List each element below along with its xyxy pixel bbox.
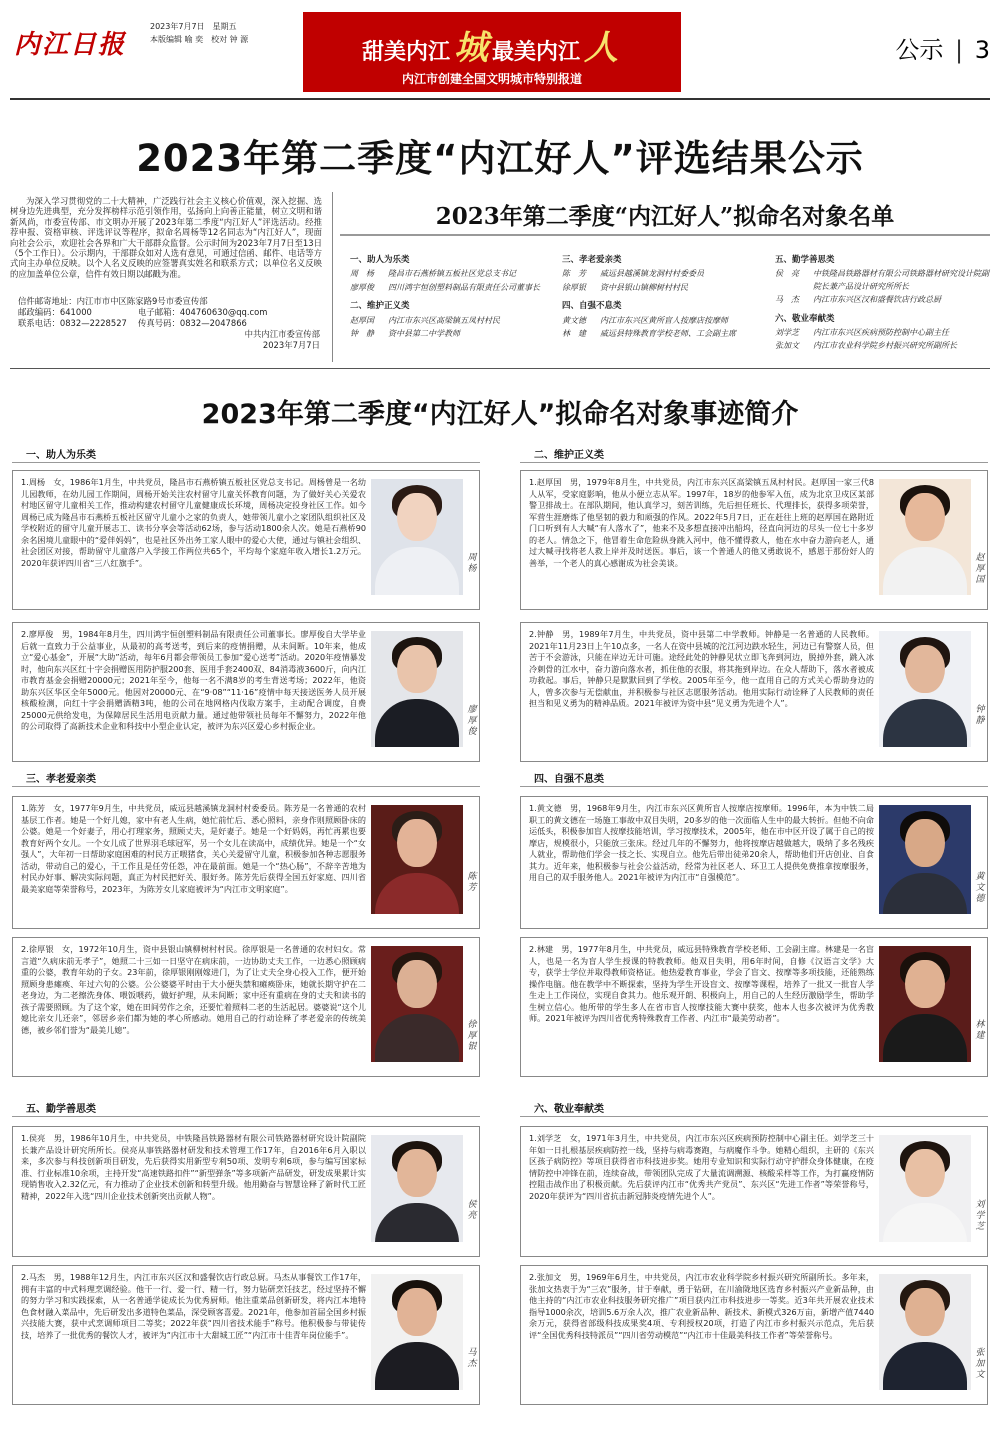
- portrait-photo: [879, 479, 971, 595]
- banner-title: [303, 20, 681, 69]
- contact-postcode: 邮政编码：641000: [18, 306, 92, 317]
- profile-text: 1.赵厚国 男，1979年8月生，中共党员，内江市东兴区高梁镇五凤村村民。赵厚国一家三代8人从军，受家庭影响，他从小便立志从军。1997年，18岁的他参军入伍，成为北京卫戍区某部警卫排战士。在部队期间，他认真学习，刻苦训练，先后担任班长、代理排长，获得多项荣誉，军营生涯磨炼了他坚韧的毅力和顽强的作风。2022年5月7日，正在赶往上班的赵厚国在路附近门口听到有人大喊“有人落水了”，他来不及多想直接冲出船坞，径直向河边的尽头一位七十多岁的老人。情急之下，他冒着生命危险纵身跳入河中，他不懂得救人，他在水中奋力游向老人，通过大喊寻找将老人救上岸并及时送医。事后，该一个普通人的他又勇敢说不，感恩于那份好人的善举，一个老人的真心感谢成为社会美谈。: [529, 477, 874, 568]
- section-heading: 四、自强不息类: [534, 774, 604, 785]
- nominee-name: 周 杨: [350, 269, 374, 279]
- signature-block: [140, 329, 320, 351]
- profile-name: 徐厚银: [467, 1020, 477, 1052]
- profile-text: 2.钟静 男，1989年7月生，中共党员，资中县第二中学教师。钟静是一名普通的人民教师。2021年11月23日上午10点多，一名人在资中县城的沱江河边跌水轻生，河边已有警察人员，但苦于不会游泳，只能在岸边无计可施。途经此处的钟静见状立即飞奔到河边，脱掉外套，跳入冰冷刺骨的江水中，奋力游向落水者，抓住他的衣服，将其拖到岸边。在众人帮助下，落水者被成功救起。事后，钟静只是默默回到了学校。2005年至今，他一直用自己的方式关心帮助身边的人，曾多次参与无偿献血，并积极参与社区志愿服务活动。他用实际行动诠释了人民教师的责任担当和见义勇为的精神品质。2021年被评为资中县“见义勇为先进个人”。: [529, 629, 874, 708]
- nominee-affiliation: 内江市东兴区疾病预防控制中心副主任: [813, 328, 949, 338]
- masthead-editor: 本版编辑 喻 奕 校对 钟 源: [150, 35, 249, 44]
- contact-fax: 传真号码：0832—2047866: [138, 317, 247, 328]
- profile-name: 林建: [975, 1020, 985, 1041]
- masthead-rule: [10, 98, 990, 100]
- section-heading-rule: [520, 786, 988, 787]
- profile-card: [12, 796, 480, 929]
- nominee-list-rule: [340, 234, 990, 236]
- contact-block: [18, 296, 318, 328]
- section-rule: [10, 368, 990, 369]
- profile-text: 1.陈芳 女，1977年9月生，中共党员，威远县越溪镇龙洞村村委委员。陈芳是一名普通的农村基层工作者。她是一个好儿媳，家中有老人生病，她忙前忙后、悉心照料，亲身作则照顾卧床的公婆。她是一个好妻子，用心打理家务，照顾丈夫，是好妻子。她是一个好妈妈，再忙再累也要教育好两个女儿。一个女儿成了世界羽毛球冠军，另一个女儿在读高中，成绩优异。她是一个“女强人”，大年初一日帮助家庭困难的村民方正喂猪食，关心关爱留守儿童，积极参加各种志愿服务活动，带动自己的爱心，干工作且是任劳任怨，冲在最前面。她是一个“热心肠”，不辞辛苦地为村民办好事、解决实际问题，真正为村民把好关、服好务。陈芳先后获得全国五好家庭、四川省最美家庭等荣誉称号，2023年，为陈芳女儿家庭被评为“内江市文明家庭”。: [21, 803, 366, 894]
- profile-card: [12, 937, 480, 1077]
- photo-face: [905, 1288, 945, 1336]
- deeds-title: 2023年第二季度“内江好人”拟命名对象事迹简介: [201, 399, 799, 430]
- contact-email: 电子邮箱：404760630@qq.com: [138, 306, 268, 317]
- nominee-category-heading: 三、孝老爱亲类: [562, 255, 622, 265]
- nominee-affiliation: 四川鸿宇恒创塑料制品有限责任公司董事长: [388, 282, 540, 292]
- nominee-name: 林 建: [562, 329, 586, 339]
- photo-face: [397, 960, 437, 1008]
- nominee-entry: [775, 294, 995, 306]
- profile-name: 陈芳: [467, 872, 477, 893]
- section-heading: 三、孝老爱亲类: [26, 774, 96, 785]
- nominee-entry: [562, 315, 767, 327]
- profile-text: 2.林建 男，1977年8月生，中共党员，威远县特殊教育学校老师、工会副主席。林建是一名盲人，也是一名为盲人学生授课的特教教师。他双目失明，用6年时间，自修《汉语言文学》大专，获学士学位并取得教师资格证。他热爱教育事业，学会了盲文、按摩等多项技能，还能熟练操作电脑。他在教学中不断探索，坚持为学生开设盲文、按摩等课程，培养了一批又一批盲人学生走上工作岗位，实现自食其力。他乐观开朗、积极向上，用自己的人生经历激励学生，帮助学生树立信心。他所带的学生多人在省市盲人按摩技能大赛中获奖，他本人也多次被评为优秀教师。2021年被评为四川省优秀特殊教育工作者、内江市“最美劳动者”。: [529, 944, 874, 1023]
- portrait-photo: [371, 1274, 463, 1390]
- profile-name: 张加文: [975, 1348, 985, 1380]
- section-heading: 一、助人为乐类: [26, 450, 96, 461]
- nominee-entry: [562, 268, 767, 280]
- profile-name: 廖厚俊: [467, 705, 477, 737]
- nominee-name: 徐厚银: [562, 282, 586, 292]
- nominee-name: 赵厚国: [350, 315, 374, 325]
- nominee-name: 侯 亮: [775, 269, 799, 279]
- profile-name: 马杰: [467, 1348, 477, 1369]
- profile-card: [520, 796, 988, 929]
- profile-card: [520, 1126, 988, 1257]
- photo-face: [397, 645, 437, 693]
- profile-card: [520, 937, 988, 1077]
- nominee-column: [562, 252, 767, 341]
- photo-face: [905, 645, 945, 693]
- nominee-affiliation: 资中县第二中学教师: [388, 329, 460, 339]
- photo-face: [905, 819, 945, 867]
- section-heading: 六、敬业奉献类: [534, 1104, 604, 1115]
- nominee-name: 钟 静: [350, 329, 374, 339]
- nominee-entry: [775, 268, 995, 293]
- portrait-photo: [371, 946, 463, 1062]
- photo-face: [905, 1149, 945, 1197]
- nominee-affiliation: 内江市东兴区汉和盛餐饮店行政总厨: [813, 295, 941, 305]
- nominee-column: [775, 252, 995, 354]
- profile-card: [12, 622, 480, 762]
- photo-face: [397, 819, 437, 867]
- profile-card: [520, 1265, 988, 1405]
- portrait-photo: [879, 631, 971, 747]
- masthead-meta: [150, 20, 290, 46]
- campaign-banner: [303, 12, 681, 92]
- page-number: 3: [974, 36, 990, 64]
- nominee-list-title: 2023年第二季度“内江好人”拟命名对象名单: [435, 203, 895, 230]
- profile-name: 黄文德: [975, 872, 985, 904]
- nominee-entry: [350, 328, 555, 340]
- portrait-photo: [879, 805, 971, 914]
- nominee-name: 张加文: [775, 341, 799, 351]
- profile-name: 周杨: [467, 553, 477, 574]
- photo-face: [905, 493, 945, 541]
- profile-text: 2.徐厚银 女，1972年10月生，资中县银山镇柳树村村民。徐厚银是一名普通的农村妇女。常言道“久病床前无孝子”，她照二十三如一日坚守在病床前，一边协助丈夫工作，一边悉心照顾病重的公婆，教育年幼的子女。23年前，徐厚银刚刚嫁进门，为了让丈夫全身心投入工作，便开始照顾身患瘫痪、年过六旬的公婆。公公婆婆平时由于大小便失禁和瘫痪卧床，她就长期守护在二老身边，为二老擦洗身体、喂饭喂药，做好护理，从未间断；家中还有重病在身的丈夫和读书的孩子需要照顾。为了这个家，她在田间劳作之余，还要忙着照料二老的生活起居。婆婆说“这个儿媳比亲女儿还亲”，邻居乡亲们都为她的孝心所感动。她用自己的行动诠释了孝老爱亲的传统美德，被乡邻们誉为“最美儿媳”。: [21, 944, 366, 1035]
- column-divider: [332, 192, 333, 362]
- nominee-name: 黄文德: [562, 315, 586, 325]
- profile-card: [12, 1265, 480, 1405]
- banner-char-city: 城: [454, 28, 488, 68]
- profile-card: [12, 470, 480, 610]
- newspaper-logo: 内江日报: [14, 30, 127, 60]
- profile-text: 1.刘学芝 女，1971年3月生，中共党员，内江市东兴区疾病预防控制中心副主任。刘学芝三十年如一日扎根基层疾病防控一线，坚持与病毒赛跑，与病魔作斗争。她精心组织，主研的《东兴区孩子病防控》等项目获得省市科技进步奖。她用专业知识和实际行动守护群众身体健康，在疫情防控中冲锋在前，连续奋战，带领团队完成了大量流调溯源、核酸采样等工作，为打赢疫情防控阻击战作出了积极贡献。先后获评内江市“优秀共产党员”、东兴区“先进工作者”等荣誉称号，2020年获评为“四川省抗击新冠肺炎疫情先进个人”。: [529, 1133, 874, 1201]
- photo-face: [397, 1149, 437, 1197]
- nominee-name: 廖厚俊: [350, 282, 374, 292]
- nominee-category-heading: 五、勤学善思类: [775, 255, 835, 265]
- section-heading-rule: [12, 462, 480, 463]
- profile-card: [520, 622, 988, 762]
- contact-phone: 联系电话：0832—2228527: [18, 317, 127, 328]
- portrait-photo: [371, 805, 463, 914]
- profile-name: 钟静: [975, 705, 985, 726]
- banner-mid: 最美内江: [492, 40, 581, 65]
- nominee-affiliation: 威远县特殊教育学校老师、工会副主席: [600, 329, 736, 339]
- photo-face: [905, 960, 945, 1008]
- nominee-name: 刘学芝: [775, 328, 799, 338]
- nominee-affiliation: 内江市农业科学院乡村振兴研究所副所长: [813, 341, 957, 351]
- nominee-category-heading: 一、助人为乐类: [350, 255, 410, 265]
- photo-face: [397, 493, 437, 541]
- profile-card: [520, 470, 988, 610]
- nominee-affiliation: 内江市东兴区黄所盲人按摩店按摩师: [600, 315, 728, 325]
- profile-text: 1.黄文德 男，1968年9月生，内江市东兴区黄所盲人按摩店按摩师。1996年，本为中铁二局职工的黄文德在一场施工事故中双目失明，20多岁的他一次面临人生中的最大转折。但他不向命运低头，积极参加盲人按摩技能培训，学习按摩技术，2005年，他在市中区开设了属于自己的按摩店，规模很小，只能放三张床。经过几年的不懈努力，他将按摩店越做越大，吸纳了多名残疾人就业，帮助他们学会一技之长、实现自立。他先后带出徒弟20余人，帮助他们开店创业、自食其力。近年来，他积极参与社会公益活动，经常为社区老人、环卫工人提供免费推拿按摩服务，用自己的双手服务他人。2021年被评为内江市“自强模范”。: [529, 803, 874, 882]
- nominee-name: 陈 芳: [562, 269, 586, 279]
- nominee-entry: [562, 282, 767, 294]
- nominee-affiliation: 资中县银山镇柳树村村民: [600, 282, 688, 292]
- banner-left: 甜美内江: [361, 40, 450, 65]
- section-heading-rule: [12, 786, 480, 787]
- nominee-affiliation: 隆昌市石燕桥镇五板社区党总支书记: [388, 269, 516, 279]
- profile-text: 2.张加文 男，1969年6月生，中共党员，内江市农业科学院乡村振兴研究所副所长。多年来，张加文热衷于为“三农”服务，甘于奉献，勇于钻研，在川渝陇地区选育乡村振兴产业新品种，由他主持的“内江市农业科技服务研究推广”项目获内江市科技进步一等奖。近3年共开展农业技术指导1000余次，培训5.6万余人次，推广农业新品种、新技术、新模式326万亩，新增产值7440余万元，获得省部级科技成果奖4项、专利授权20项，打造了内江市乡村振兴示范点，先后获评“全国优秀科技特派员”“四川省劳动模范”“内江市十佳最美科技工作者”等荣誉称号。: [529, 1272, 874, 1340]
- portrait-photo: [879, 946, 971, 1062]
- banner-subtitle: 内江市创建全国文明城市特别报道: [401, 72, 582, 86]
- page-section-label: 公示 | 3: [895, 36, 990, 64]
- nominee-entry: [350, 282, 555, 294]
- nominee-category-heading: 六、敬业奉献类: [775, 313, 835, 324]
- nominee-entry: [562, 328, 767, 340]
- nominee-category-heading: 四、自强不息类: [562, 301, 622, 312]
- sign-org: 中共内江市委宣传部: [244, 329, 320, 339]
- section-heading-rule: [12, 1116, 480, 1117]
- section-name: 公示: [895, 36, 944, 64]
- profile-name: 侯亮: [467, 1200, 477, 1221]
- nominee-affiliation: 内江市东兴区高梁镇五凤村村民: [388, 315, 500, 325]
- main-title: 2023年第二季度“内江好人”评选结果公示: [136, 137, 864, 180]
- profile-card: [12, 1126, 480, 1257]
- portrait-photo: [371, 479, 463, 595]
- announcement-intro: 为深入学习贯彻党的二十大精神，广泛践行社会主义核心价值观，深入挖掘、选树身边先进典型，充分发挥榜样示范引领作用，弘扬向上向善正能量，树立文明和谐新风尚，市委宣传部、市文明办开展了2023年第二季度“内江好人”评选活动。经推荐申报、资格审核、评选评议等程序，拟命名周杨等12名同志为“内江好人”，现面向社会公示，欢迎社会各界和广大干部群众监督。公示时间为2023年7月7日至13日（5个工作日）。公示期内，干部群众如对人选有意见，可通过信函、邮件、电话等方式向主办单位反映。以个人名义反映的应签署真实姓名和联系方式；以单位名义反映的应加盖单位公章，信件有效日期以邮戳为准。: [10, 196, 322, 279]
- nominee-name: 马 杰: [775, 295, 799, 305]
- portrait-photo: [879, 1135, 971, 1242]
- photo-face: [397, 1288, 437, 1336]
- profile-text: 1.周杨 女，1986年1月生，中共党员，隆昌市石燕桥镇五板社区党总支书记。周杨曾是一名幼儿园教师，在幼儿园工作期间，周杨开始关注农村留守儿童关怀教育问题，为了做好关心关爱农村地区留守儿童相关工作，推动构建农村留守儿童健康成长环境，周杨决定投身社区工作。如今周杨已成为隆昌市石燕桥五板社区留守儿童小之家的负责人，她带领儿童小之家团队组织社区及学校附近的留守儿童开展志工、读书分享会等活动62场，参与活动1800余人次。她是石燕桥90余名困境儿童眼中的“爱伴妈妈”，也是社区外出务工家人眼中的爱心大使，通过与镇社会组织、社会团区对接，帮助留守儿童落户入学接工作两位共65个，平均每个家庭年收入增长1.2万元。2020年获评四川省“三八红旗手”。: [21, 477, 366, 568]
- nominee-column: [350, 252, 555, 341]
- profile-name: 刘学芝: [975, 1200, 985, 1232]
- nominee-entry: [775, 327, 995, 339]
- nominee-affiliation: 威远县越溪镇龙洞村村委委员: [600, 269, 704, 279]
- profile-name: 赵厚国: [975, 553, 985, 585]
- nominee-entry: [775, 340, 995, 352]
- nominee-entry: [350, 315, 555, 327]
- banner-char-person: 人: [584, 28, 619, 68]
- contact-row-2: [18, 318, 318, 329]
- portrait-photo: [879, 1274, 971, 1390]
- contact-address: 信件邮寄地址：内江市市中区陈家路9号市委宣传部: [18, 296, 208, 306]
- section-heading-rule: [520, 1116, 988, 1117]
- nominee-entry: [350, 268, 555, 280]
- sign-date: 2023年7月7日: [262, 340, 320, 350]
- profile-text: 2.廖厚俊 男，1984年8月生，四川鸿宇恒创塑料制品有限责任公司董事长。廖厚俊自大学毕业后就一直致力于公益事业，从最初的高考送考，到后来的疫情捐赠，从未间断。10年来，他成立“爱心基金”，开展“大助”活动，每年6月都会带领员工参加“爱心送考”活动。2020年疫情暴发时，他向东兴区红十字会捐赠医用防护服200套、医用手套2400双、84消毒液3600斤，向内江市教育基金会捐赠20000元；2021年至今，他每一名不满8岁的考生背送考场；2022年，他资助东兴区华区全年5000元。他因对20000元、在“9·08”“11·16”疫情中每天接送医务人员开展核酸检测，向红十字会捐赠酒精3吨，他的公司在地网格内伐取方案手，主动配合调度，自费25000元供给发电，为保障居民生活用电贡献力量。通过他带领社员每年不懈努力，2022年他的公司取得了高新技术企业和科技中小型企业认定，被评为东兴区爱心乡村振企业。: [21, 629, 366, 731]
- nominee-category-heading: 二、维护正义类: [350, 301, 410, 312]
- profile-text: 2.马杰 男，1988年12月生，内江市东兴区汉和盛餐饮店行政总厨。马杰从事餐饮工作17年，拥有丰富的中式料理烹调经验。他干一行、爱一行、精一行，努力钻研烹饪技艺，经过坚持不懈的努力学习和实践探索，从一名普通学徒成长为优秀厨师。他注重菜品创新研发，将内江本地特色食材融入菜品中，先后研发出多道特色菜品，深受顾客喜爱。2021年，他参加首届全国乡村振兴技能大赛，获中式烹调师项目二等奖；2022年获“四川省技术能手”称号。他积极参与带徒传技，培养了一批优秀的餐饮人才，被评为“内江市十大甜城工匠”“内江市十佳青年岗位能手”。: [21, 1272, 366, 1340]
- masthead-date: 2023年7月7日 星期五: [150, 22, 237, 31]
- contact-row-1: [18, 307, 318, 318]
- nominee-affiliation: 中铁隆昌铁路器材有限公司铁路器材研究设计院副院长兼产品设计研究所所长: [813, 269, 989, 291]
- profile-text: 1.侯亮 男，1986年10月生，中共党员，中铁隆昌铁路器材有限公司铁路器材研究设计院副院长兼产品设计研究所所长。侯亮从事铁路器材研发和技术管理工作17年，自2016年6月入职以来，多次参与科技创新项目研发，先后获得实用新型专利50项、发明专利6项，参与编写国家标准、行业标准10余项，主持开发“高速铁路扣件”“新型弹条”等多项新产品研发，研发成果累计实现销售收入2.32亿元，有力推动了企业技术创新和转型升级。他用勤奋与智慧诠释了新时代工匠精神，2022年入选“四川企业技术创新突出贡献人物”。: [21, 1133, 366, 1201]
- section-heading-rule: [520, 462, 988, 463]
- portrait-photo: [371, 1135, 463, 1242]
- section-heading: 五、勤学善思类: [26, 1104, 96, 1115]
- portrait-photo: [371, 631, 463, 747]
- section-heading: 二、维护正义类: [534, 450, 604, 461]
